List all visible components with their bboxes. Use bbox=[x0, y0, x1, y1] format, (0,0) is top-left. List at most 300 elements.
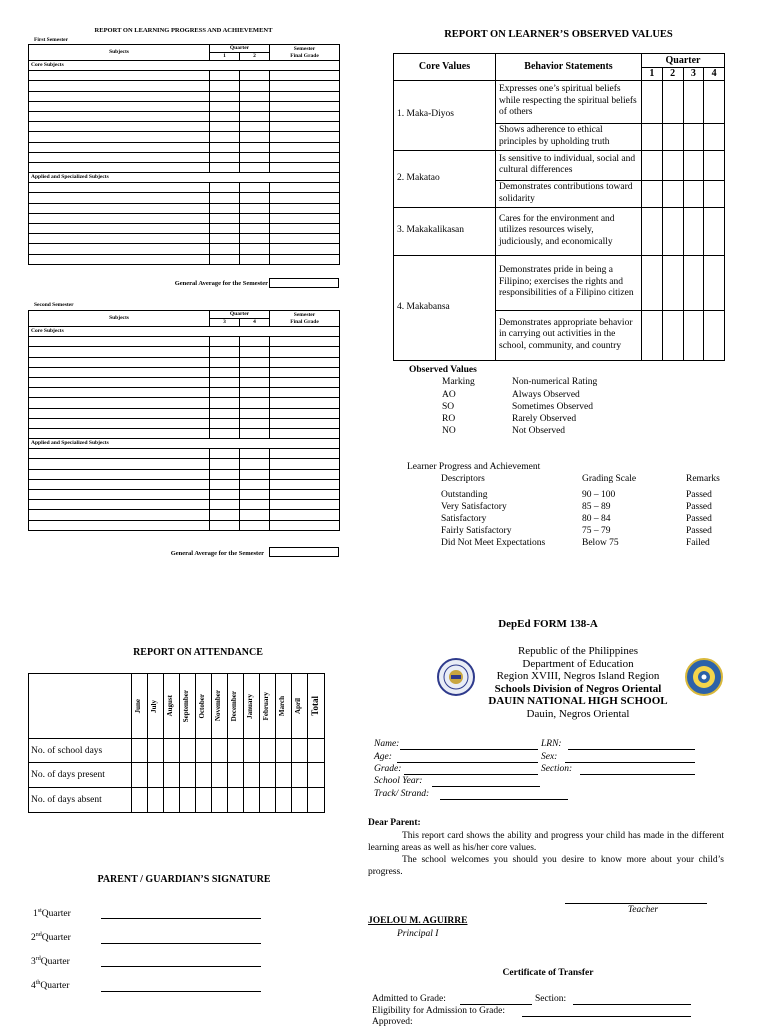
month-header: March bbox=[278, 695, 286, 717]
grade-cell[interactable] bbox=[240, 122, 270, 132]
grade-cell[interactable] bbox=[270, 132, 340, 142]
age-label: Age: bbox=[374, 752, 392, 762]
grade-cell[interactable] bbox=[240, 203, 270, 213]
signature-line-q1[interactable] bbox=[101, 918, 261, 919]
behavior-statement: Expresses one’s spiritual beliefs while respecting the spiritual beliefs of others bbox=[496, 80, 642, 123]
subject-row bbox=[29, 418, 340, 428]
section-label: Section: bbox=[541, 764, 573, 774]
subject-cell[interactable] bbox=[29, 500, 210, 510]
grade-cell[interactable] bbox=[270, 203, 340, 213]
grade-cell[interactable] bbox=[270, 152, 340, 162]
subject-row bbox=[29, 244, 340, 254]
grade-cell[interactable] bbox=[270, 398, 340, 408]
grade-cell[interactable] bbox=[240, 142, 270, 152]
subject-cell[interactable] bbox=[29, 254, 210, 264]
grade-cell[interactable] bbox=[270, 254, 340, 264]
subject-cell[interactable] bbox=[29, 101, 210, 111]
grade-cell[interactable] bbox=[270, 183, 340, 193]
subject-cell[interactable] bbox=[29, 203, 210, 213]
applied-subjects-label: Applied and Specialized Subjects bbox=[29, 439, 340, 449]
rating-sometimes: Sometimes Observed bbox=[512, 402, 594, 412]
subject-row bbox=[29, 490, 340, 500]
admitted-field[interactable] bbox=[460, 1004, 532, 1005]
subject-cell[interactable] bbox=[29, 357, 210, 367]
grade-label: Grade: bbox=[374, 764, 402, 774]
subject-row bbox=[29, 449, 340, 459]
grade-cell[interactable] bbox=[210, 224, 240, 234]
division-label: Schools Division of Negros Oriental bbox=[494, 682, 662, 695]
subjects-header: Subjects bbox=[29, 45, 210, 61]
subject-cell[interactable] bbox=[29, 81, 210, 91]
mark-no: NO bbox=[442, 426, 456, 436]
sex-label: Sex: bbox=[541, 752, 558, 762]
remark: Passed bbox=[686, 514, 712, 524]
grade-cell[interactable] bbox=[270, 337, 340, 347]
grade-cell[interactable] bbox=[270, 367, 340, 377]
grade-cell[interactable] bbox=[270, 449, 340, 459]
grade-cell[interactable] bbox=[240, 183, 270, 193]
remark: Failed bbox=[686, 538, 710, 548]
signature-line-q3[interactable] bbox=[101, 966, 261, 967]
sex-field[interactable] bbox=[565, 762, 695, 763]
month-header: January bbox=[246, 693, 254, 719]
grade-cell[interactable] bbox=[240, 193, 270, 203]
quarter-header: Quarter bbox=[210, 311, 270, 319]
grade-cell[interactable] bbox=[210, 244, 240, 254]
grade-cell[interactable] bbox=[240, 469, 270, 479]
name-label: Name: bbox=[374, 739, 400, 749]
teacher-signature-line[interactable] bbox=[565, 903, 707, 904]
grade-cell[interactable] bbox=[210, 234, 240, 244]
subject-cell[interactable] bbox=[29, 398, 210, 408]
grade-cell[interactable] bbox=[240, 479, 270, 489]
grade-cell[interactable] bbox=[240, 71, 270, 81]
grade-cell[interactable] bbox=[210, 183, 240, 193]
grade-cell[interactable] bbox=[210, 510, 240, 520]
grade-cell[interactable] bbox=[270, 388, 340, 398]
subject-row bbox=[29, 377, 340, 387]
subject-cell[interactable] bbox=[29, 510, 210, 520]
grade-cell[interactable] bbox=[210, 500, 240, 510]
q1-header: 1 bbox=[642, 68, 663, 81]
subject-cell[interactable] bbox=[29, 224, 210, 234]
grade-cell[interactable] bbox=[240, 162, 270, 172]
general-average-cell-1 bbox=[269, 278, 339, 288]
subject-cell[interactable] bbox=[29, 418, 210, 428]
eligibility-field[interactable] bbox=[522, 1016, 691, 1017]
values-title: REPORT ON LEARNER’S OBSERVED VALUES bbox=[444, 29, 673, 40]
subject-cell[interactable] bbox=[29, 388, 210, 398]
month-header: October bbox=[198, 693, 206, 719]
subject-row bbox=[29, 71, 340, 81]
subject-row bbox=[29, 428, 340, 438]
month-header: February bbox=[262, 691, 270, 721]
subject-row bbox=[29, 500, 340, 510]
core-subjects-label: Core Subjects bbox=[29, 327, 340, 337]
grade-cell[interactable] bbox=[210, 122, 240, 132]
region-label: Region XVIII, Negros Island Region bbox=[496, 670, 660, 682]
subject-cell[interactable] bbox=[29, 234, 210, 244]
subject-row bbox=[29, 122, 340, 132]
lrn-label: LRN: bbox=[541, 739, 562, 749]
q4-header: 4 bbox=[704, 68, 725, 81]
grade-cell[interactable] bbox=[210, 111, 240, 121]
observed-values-title: Observed Values bbox=[409, 365, 477, 375]
subject-cell[interactable] bbox=[29, 490, 210, 500]
total-header: Total bbox=[310, 696, 320, 716]
grade-cell[interactable] bbox=[210, 418, 240, 428]
subject-row bbox=[29, 254, 340, 264]
grade-cell[interactable] bbox=[240, 357, 270, 367]
month-header: November bbox=[214, 690, 222, 722]
grade-cell[interactable] bbox=[210, 91, 240, 101]
grade-cell[interactable] bbox=[210, 469, 240, 479]
subject-row bbox=[29, 347, 340, 357]
grade-cell[interactable] bbox=[270, 408, 340, 418]
section2-field[interactable] bbox=[573, 1004, 691, 1005]
core-values-table bbox=[393, 53, 725, 361]
subject-row bbox=[29, 479, 340, 489]
subject-cell[interactable] bbox=[29, 408, 210, 418]
grade-cell[interactable] bbox=[240, 408, 270, 418]
grade-cell[interactable] bbox=[210, 337, 240, 347]
grade-cell[interactable] bbox=[270, 479, 340, 489]
grade-cell[interactable] bbox=[270, 224, 340, 234]
month-header: April bbox=[294, 698, 302, 714]
grade-cell[interactable] bbox=[210, 81, 240, 91]
grade-field[interactable] bbox=[404, 774, 538, 775]
behavior-statement: Is sensitive to individual, social and cultural differences bbox=[496, 150, 642, 180]
name-field[interactable] bbox=[400, 749, 538, 750]
grade-cell[interactable] bbox=[270, 142, 340, 152]
subject-cell[interactable] bbox=[29, 71, 210, 81]
grade-cell[interactable] bbox=[270, 122, 340, 132]
grade-cell[interactable] bbox=[240, 377, 270, 387]
signature-q3-label: 3rdQuarter bbox=[31, 956, 70, 968]
grade-cell[interactable] bbox=[210, 408, 240, 418]
core-value-maka-diyos: 1. Maka-Diyos bbox=[394, 80, 496, 150]
applied-subjects-label: Applied and Specialized Subjects bbox=[29, 173, 340, 183]
descriptor-list bbox=[441, 489, 545, 549]
core-subject-rows bbox=[29, 337, 340, 439]
signature-line-q2[interactable] bbox=[101, 943, 261, 944]
grade-cell[interactable] bbox=[270, 71, 340, 81]
core-value-makatao: 2. Makatao bbox=[394, 150, 496, 207]
subject-cell[interactable] bbox=[29, 377, 210, 387]
grade-cell[interactable] bbox=[210, 398, 240, 408]
grade-range: Below 75 bbox=[582, 538, 619, 548]
subject-row bbox=[29, 388, 340, 398]
grade-cell[interactable] bbox=[270, 91, 340, 101]
descriptor: Outstanding bbox=[441, 490, 488, 500]
subject-cell[interactable] bbox=[29, 122, 210, 132]
header-block bbox=[458, 645, 698, 720]
grade-cell[interactable] bbox=[270, 490, 340, 500]
subject-cell[interactable] bbox=[29, 469, 210, 479]
subject-row bbox=[29, 203, 340, 213]
school-name: DAUIN NATIONAL HIGH SCHOOL bbox=[488, 695, 668, 707]
progress-title: REPORT ON LEARNING PROGRESS AND ACHIEVEMENT bbox=[94, 27, 273, 34]
grade-cell[interactable] bbox=[270, 193, 340, 203]
subject-cell[interactable] bbox=[29, 347, 210, 357]
subject-row bbox=[29, 213, 340, 223]
behavior-statement: Demonstrates appropriate behavior in carrying out activities in the school, community, and country bbox=[496, 310, 642, 360]
grade-cell[interactable] bbox=[240, 510, 270, 520]
form-title: DepEd FORM 138-A bbox=[498, 618, 598, 630]
semester-final-grade-header: Semester Final Grade bbox=[270, 45, 340, 61]
subject-cell[interactable] bbox=[29, 459, 210, 469]
grade-cell[interactable] bbox=[240, 101, 270, 111]
signature-title: PARENT / GUARDIAN’S SIGNATURE bbox=[97, 874, 271, 885]
grade-cell[interactable] bbox=[270, 500, 340, 510]
subject-cell[interactable] bbox=[29, 428, 210, 438]
age-field[interactable] bbox=[397, 762, 538, 763]
descriptor: Did Not Meet Expectations bbox=[441, 538, 546, 548]
grade-cell[interactable] bbox=[240, 500, 270, 510]
subject-cell[interactable] bbox=[29, 193, 210, 203]
grade-cell[interactable] bbox=[270, 377, 340, 387]
remarks-header: Remarks bbox=[686, 474, 720, 484]
lrn-field[interactable] bbox=[568, 749, 695, 750]
rating-list bbox=[512, 389, 593, 437]
grade-cell[interactable] bbox=[210, 449, 240, 459]
subject-cell[interactable] bbox=[29, 91, 210, 101]
subject-row bbox=[29, 408, 340, 418]
grade-cell[interactable] bbox=[240, 347, 270, 357]
subject-row bbox=[29, 132, 340, 142]
rating-not: Not Observed bbox=[512, 426, 566, 436]
quarter-1-header: 1 bbox=[210, 53, 240, 61]
grade-cell[interactable] bbox=[210, 479, 240, 489]
attendance-title: REPORT ON ATTENDANCE bbox=[133, 647, 263, 658]
grade-cell[interactable] bbox=[210, 357, 240, 367]
grade-cell[interactable] bbox=[210, 152, 240, 162]
grade-cell[interactable] bbox=[270, 81, 340, 91]
subject-cell[interactable] bbox=[29, 479, 210, 489]
grade-cell[interactable] bbox=[240, 244, 270, 254]
subject-row bbox=[29, 520, 340, 530]
subject-cell[interactable] bbox=[29, 183, 210, 193]
grade-cell[interactable] bbox=[240, 254, 270, 264]
lpa-title: Learner Progress and Achievement bbox=[407, 462, 541, 472]
grade-cell[interactable] bbox=[240, 132, 270, 142]
grade-cell[interactable] bbox=[210, 347, 240, 357]
grade-cell[interactable] bbox=[240, 398, 270, 408]
rating-header: Non-numerical Rating bbox=[512, 377, 598, 387]
marking-list bbox=[442, 389, 456, 437]
grade-cell[interactable] bbox=[210, 254, 240, 264]
grade-cell[interactable] bbox=[240, 490, 270, 500]
remark: Passed bbox=[686, 502, 712, 512]
grade-cell[interactable] bbox=[240, 418, 270, 428]
subject-cell[interactable] bbox=[29, 449, 210, 459]
grade-cell[interactable] bbox=[240, 91, 270, 101]
grade-cell[interactable] bbox=[270, 459, 340, 469]
grade-cell[interactable] bbox=[270, 520, 340, 530]
applied-subject-rows bbox=[29, 183, 340, 265]
descriptor: Very Satisfactory bbox=[441, 502, 507, 512]
behavior-statement: Cares for the environment and utilizes resources wisely, judiciously, and economically bbox=[496, 207, 642, 255]
remark: Passed bbox=[686, 490, 712, 500]
grade-cell[interactable] bbox=[210, 71, 240, 81]
grade-cell[interactable] bbox=[270, 347, 340, 357]
quarter-header: Quarter bbox=[642, 54, 725, 68]
subject-row bbox=[29, 142, 340, 152]
subject-row bbox=[29, 101, 340, 111]
school-year-field[interactable] bbox=[432, 786, 540, 787]
general-average-label-1: General Average for the Semester bbox=[174, 280, 268, 287]
grade-cell[interactable] bbox=[210, 203, 240, 213]
month-header: June bbox=[134, 698, 142, 714]
subject-cell[interactable] bbox=[29, 244, 210, 254]
core-value-makabansa: 4. Makabansa bbox=[394, 255, 496, 360]
mark-so: SO bbox=[442, 402, 455, 412]
attendance-header-row bbox=[29, 674, 325, 739]
section2-label: Section: bbox=[535, 994, 567, 1004]
subject-row bbox=[29, 183, 340, 193]
rating-always: Always Observed bbox=[512, 390, 580, 400]
grade-range: 75 – 79 bbox=[582, 526, 611, 536]
grade-cell[interactable] bbox=[270, 357, 340, 367]
subject-cell[interactable] bbox=[29, 162, 210, 172]
descriptors-header: Descriptors bbox=[441, 474, 485, 484]
attendance-row-label: No. of days absent bbox=[29, 788, 132, 813]
mark-ao: AO bbox=[442, 390, 456, 400]
subject-row bbox=[29, 510, 340, 520]
school-address: Dauin, Negros Oriental bbox=[526, 707, 630, 720]
grade-cell[interactable] bbox=[210, 142, 240, 152]
subject-row bbox=[29, 91, 340, 101]
grade-cell[interactable] bbox=[270, 428, 340, 438]
grade-cell[interactable] bbox=[210, 520, 240, 530]
grade-cell[interactable] bbox=[210, 388, 240, 398]
subjects-header: Subjects bbox=[29, 311, 210, 327]
grade-cell[interactable] bbox=[210, 101, 240, 111]
grade-cell[interactable] bbox=[270, 469, 340, 479]
remark: Passed bbox=[686, 526, 712, 536]
grade-cell[interactable] bbox=[270, 111, 340, 121]
grade-cell[interactable] bbox=[240, 337, 270, 347]
grade-cell[interactable] bbox=[210, 428, 240, 438]
certificate-title: Certificate of Transfer bbox=[502, 968, 594, 978]
grade-cell[interactable] bbox=[210, 377, 240, 387]
observed-values-legend bbox=[409, 364, 477, 376]
subject-cell[interactable] bbox=[29, 152, 210, 162]
grade-cell[interactable] bbox=[210, 213, 240, 223]
grade-cell[interactable] bbox=[240, 213, 270, 223]
grade-cell[interactable] bbox=[270, 244, 340, 254]
quarter-4-header: 4 bbox=[240, 319, 270, 327]
grade-range: 90 – 100 bbox=[582, 490, 616, 500]
general-average-label-2: General Average for the Semester bbox=[170, 550, 264, 557]
first-semester-label: First Semester bbox=[34, 37, 69, 43]
grade-cell[interactable] bbox=[240, 459, 270, 469]
subject-row bbox=[29, 111, 340, 121]
signature-line-q4[interactable] bbox=[101, 991, 261, 992]
grade-cell[interactable] bbox=[240, 152, 270, 162]
grade-cell[interactable] bbox=[270, 234, 340, 244]
grade-cell[interactable] bbox=[210, 490, 240, 500]
attendance-row-label: No. of school days bbox=[29, 739, 132, 763]
subject-cell[interactable] bbox=[29, 132, 210, 142]
semester-final-grade-header: Semester Final Grade bbox=[270, 311, 340, 327]
general-average-cell-2 bbox=[269, 547, 339, 557]
subject-row bbox=[29, 224, 340, 234]
signature-q4-label: 4thQuarter bbox=[31, 980, 70, 992]
applied-subject-rows bbox=[29, 449, 340, 531]
subject-row bbox=[29, 398, 340, 408]
subject-row bbox=[29, 367, 340, 377]
republic-label: Republic of the Philippines bbox=[517, 645, 639, 657]
second-semester-label: Second Semester bbox=[34, 302, 74, 308]
subject-cell[interactable] bbox=[29, 111, 210, 121]
subject-cell[interactable] bbox=[29, 337, 210, 347]
letter-paragraph-2: The school welcomes you should you desire to know more about your child’s progress. bbox=[368, 855, 724, 877]
quarter-3-header: 3 bbox=[210, 319, 240, 327]
month-header: December bbox=[230, 690, 238, 722]
core-subjects-label: Core Subjects bbox=[29, 61, 340, 71]
grade-cell[interactable] bbox=[270, 510, 340, 520]
quarter-header: Quarter bbox=[210, 45, 270, 53]
grade-cell[interactable] bbox=[240, 111, 270, 121]
attendance-row-label: No. of days present bbox=[29, 763, 132, 788]
grade-cell[interactable] bbox=[240, 81, 270, 91]
track-field[interactable] bbox=[440, 799, 568, 800]
month-header: July bbox=[150, 699, 158, 713]
subject-row bbox=[29, 81, 340, 91]
grade-cell[interactable] bbox=[210, 367, 240, 377]
subject-cell[interactable] bbox=[29, 520, 210, 530]
grade-cell[interactable] bbox=[240, 428, 270, 438]
grade-cell[interactable] bbox=[240, 449, 270, 459]
grade-cell[interactable] bbox=[210, 162, 240, 172]
subject-row bbox=[29, 162, 340, 172]
grade-range: 80 – 84 bbox=[582, 514, 611, 524]
quarter-2-header: 2 bbox=[240, 53, 270, 61]
behavior-statement: Shows adherence to ethical principles by upholding truth bbox=[496, 123, 642, 150]
grade-cell[interactable] bbox=[240, 388, 270, 398]
grade-cell[interactable] bbox=[270, 418, 340, 428]
behavior-statement: Demonstrates contributions toward solidarity bbox=[496, 180, 642, 207]
descriptor: Satisfactory bbox=[441, 514, 487, 524]
dear-parent: Dear Parent: bbox=[368, 818, 421, 828]
grade-cell[interactable] bbox=[240, 234, 270, 244]
subject-row bbox=[29, 357, 340, 367]
grade-cell[interactable] bbox=[210, 459, 240, 469]
month-header: August bbox=[166, 695, 174, 717]
subject-cell[interactable] bbox=[29, 367, 210, 377]
admitted-label: Admitted to Grade: bbox=[372, 994, 446, 1004]
eligibility-label: Eligibility for Admission to Grade: bbox=[372, 1006, 505, 1016]
subject-row bbox=[29, 337, 340, 347]
signature-q2-label: 2ndQuarter bbox=[31, 932, 71, 944]
grade-cell[interactable] bbox=[240, 224, 270, 234]
section-field[interactable] bbox=[580, 774, 695, 775]
grade-cell[interactable] bbox=[210, 132, 240, 142]
grade-cell[interactable] bbox=[270, 162, 340, 172]
core-value-makakalikasan: 3. Makakalikasan bbox=[394, 207, 496, 255]
core-subject-rows bbox=[29, 71, 340, 173]
grade-cell[interactable] bbox=[210, 193, 240, 203]
subject-cell[interactable] bbox=[29, 142, 210, 152]
subject-cell[interactable] bbox=[29, 213, 210, 223]
grade-cell[interactable] bbox=[270, 213, 340, 223]
grade-cell[interactable] bbox=[240, 367, 270, 377]
subject-row bbox=[29, 459, 340, 469]
grading-header: Grading Scale bbox=[582, 474, 637, 484]
grade-cell[interactable] bbox=[240, 520, 270, 530]
grade-cell[interactable] bbox=[270, 101, 340, 111]
